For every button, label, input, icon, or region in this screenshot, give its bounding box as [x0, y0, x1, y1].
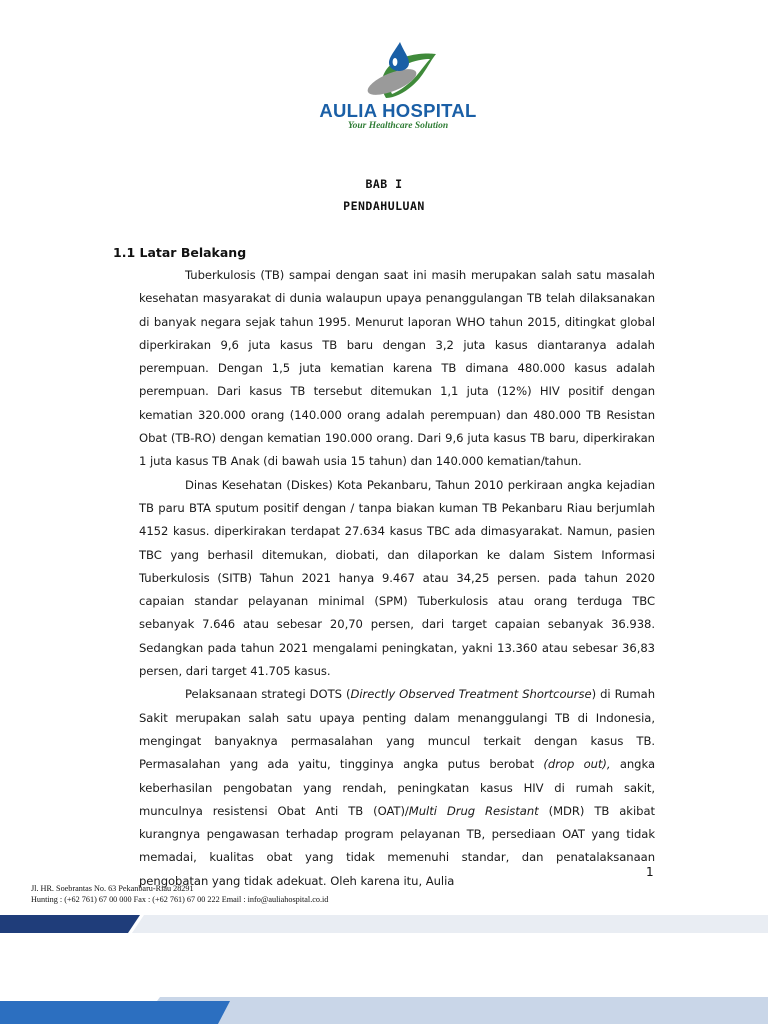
paragraph-text: (MDR) TB akibat kurangnya pengawasan terhadap program pelayanan TB, persediaan OAT yang tidak memadai, kualitas obat yang tidak memenuhi standar, dan penatalaksanaan pengobatan yang tidak adekuat. Oleh karena itu, Aulia: [139, 803, 656, 888]
body-paragraph: Dinas Kesehatan (Diskes) Kota Pekanbaru, Tahun 2010 perkiraan angka kejadian TB paru BTA sputum positif dengan / tanpa biakan kuman TB Pekanbaru Riau berjumlah 4152 kasus. diperkirakan terdapat 27.634 kasus TBC ada dimasyarakat. Namun, pasien TBC yang berhasil ditemukan, diobati, dan dilaporkan ke dalam Sistem Informasi Tuberkulosis (SITB) Tahun 2021 hanya 9.467 atau 34,25 persen. pada tahun 2020 capaian standar pelayanan minimal (SPM) Tuberkulosis atau orang terduga TBC sebanyak 7.646 atau sebesar 20,70 persen, dari target capaian sebanyak 36.938. Sedangkan pada tahun 2021 mengalami peningkatan, yakni 13.360 atau sebesar 36,83 persen, dari target 41.705 kasus.: [139, 477, 655, 679]
paragraph-text: angka keberhasilan pengobatan yang rendah, peningkatan kasus HIV di rumah sakit, munculnya resistensi Obat Anti TB (OAT)/: [139, 757, 655, 818]
paragraph-text: Pelaksanaan strategi DOTS (: [185, 687, 351, 702]
page-number: 1: [646, 865, 654, 879]
footer-contact: Hunting : (+62 761) 67 00 000 Fax : (+62 761) 67 00 222 Email : info@auliahospital.co.id: [31, 895, 329, 904]
body-paragraph: Tuberkulosis (TB) sampai dengan saat ini masih merupakan salah satu masalah kesehatan masyarakat di dunia walaupun upaya penanggulangan TB telah dilaksanakan di banyak negara sejak tahun 1995. Menurut laporan WHO tahun 2015, ditingkat global diperkirakan 9,6 juta kasus TB baru dengan 3,2 juta kasus diantaranya adalah perempuan. Dengan 1,5 juta kematian karena TB dimana 480.000 kasus adalah perempuan. Dari kasus TB tersebut ditemukan 1,1 juta (12%) HIV positif dengan kematian 320.000 orang (140.000 orang adalah perempuan) dan 480.000 TB Resistan Obat (TB-RO) dengan kematian 190.000 orang. Dari 9,6 juta kasus TB baru, diperkirakan 1 juta kasus TB Anak (di bawah usia 15 tahun) dan 140.000 kematian/tahun.: [139, 268, 655, 469]
chapter-title: PENDAHULUAN: [343, 199, 425, 213]
chapter-label: BAB I: [365, 177, 403, 191]
body-paragraph: [139, 683, 655, 893]
italic-term: Multi Drug Resistant: [408, 803, 539, 818]
italic-term: Directly Observed Treatment Shortcourse: [350, 687, 592, 702]
hospital-tagline: Your Healthcare Solution: [347, 121, 449, 131]
hospital-logo: [318, 40, 478, 135]
footer: [31, 883, 451, 905]
hospital-logo-icon: [358, 40, 438, 102]
hospital-name: AULIA HOSPITAL: [319, 100, 477, 121]
section-body: [139, 264, 655, 893]
section-title: 1.1 Latar Belakang: [113, 245, 247, 260]
paragraph-text: ) di Rumah Sakit merupakan salah satu upaya penting dalam menanggulangi TB di Indonesia, mengingat banyaknya permasalahan yang muncul terkait dengan kasus TB. Permasalahan yang ada yaitu, tingginya angka putus berobat: [139, 687, 656, 772]
italic-term: (drop out),: [543, 757, 611, 772]
footer-address: Jl. HR. Soebrantas No. 63 Pekanbaru-Riau 28291: [31, 884, 194, 893]
footer-decoration: [0, 905, 768, 1024]
